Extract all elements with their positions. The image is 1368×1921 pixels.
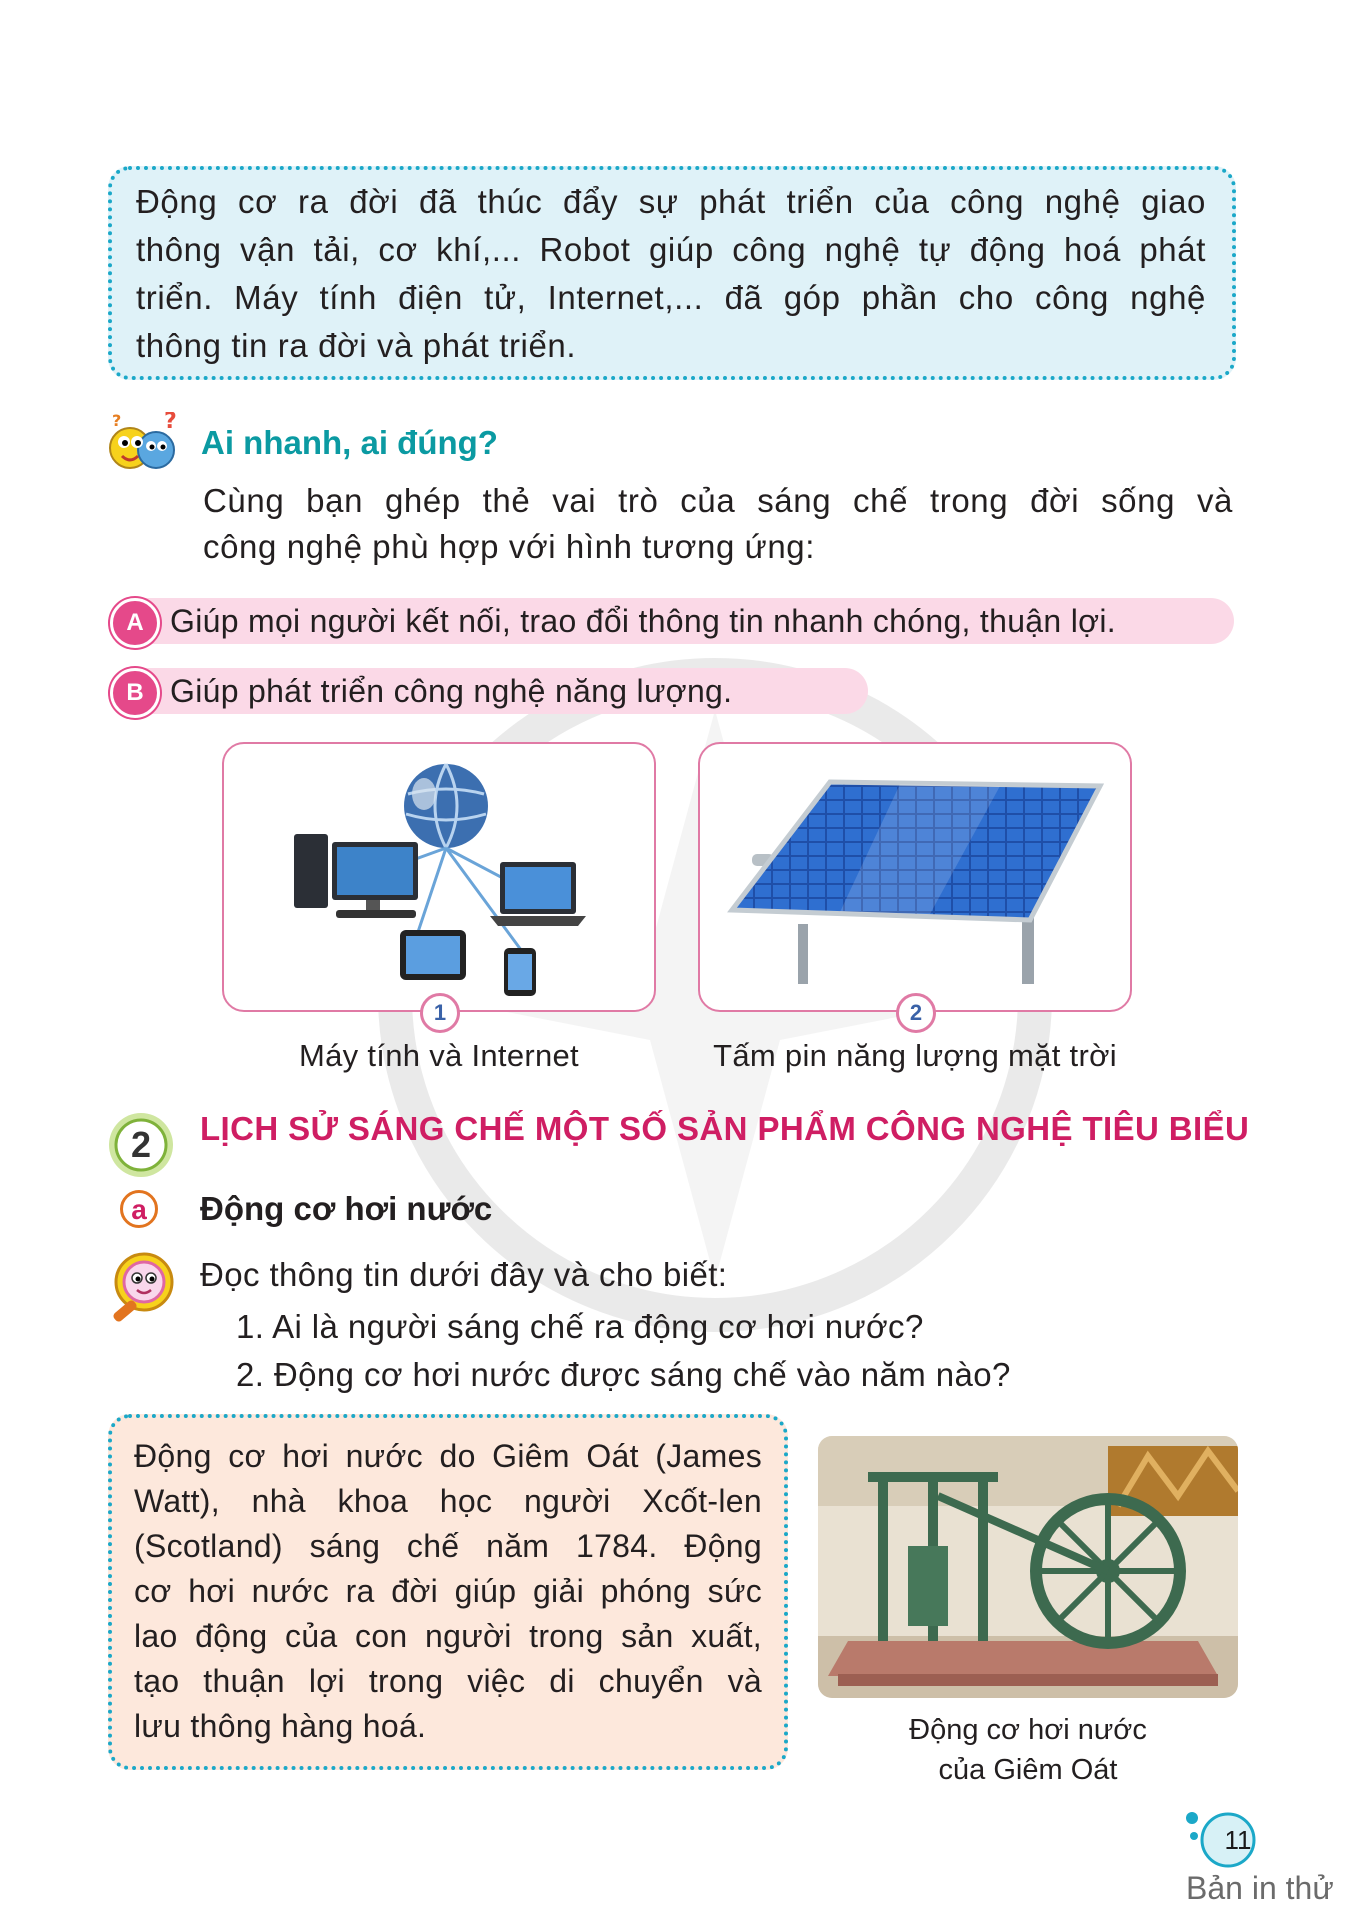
subsection-title: Động cơ hơi nước <box>200 1190 493 1227</box>
picture-1-number: 1 <box>420 993 460 1033</box>
picture-computers-internet <box>222 742 656 1012</box>
watt-line-3: (Scotland) sáng chế năm 1784. Động <box>134 1528 762 1564</box>
computer-network-illustration <box>224 744 654 1010</box>
summary-line-4: thông tin ra đời và phát triển. <box>136 327 577 364</box>
watt-line-6: tạo thuận lợi trong việc di chuyển và <box>134 1663 762 1699</box>
picture-2-number: 2 <box>896 993 936 1033</box>
page-number: 11 <box>1224 1825 1252 1855</box>
card-b-badge: B <box>110 668 160 718</box>
svg-text:?: ? <box>112 412 122 430</box>
section-title: LỊCH SỬ SÁNG CHẾ MỘT SỐ SẢN PHẨM CÔNG NGHỆ TIÊU BIỂU <box>200 1110 1250 1147</box>
picture-1-caption: Máy tính và Internet <box>299 1038 579 1073</box>
watt-line-1: Động cơ hơi nước do Giêm Oát (James <box>134 1438 762 1474</box>
draft-watermark-text: Bản in thử <box>1186 1870 1334 1906</box>
watt-line-4: cơ hơi nước ra đời giúp giải phóng sức <box>134 1573 762 1609</box>
activity-instruction-line-1: Cùng bạn ghép thẻ vai trò của sáng chế trong đời sống và <box>203 482 1233 519</box>
reading-question-1: 1. Ai là người sáng chế ra động cơ hơi nước? <box>236 1308 924 1345</box>
watt-line-5: lao động của con người trong sản xuất, <box>134 1618 762 1654</box>
quiz-characters-icon <box>104 412 184 476</box>
summary-line-2: thông vận tải, cơ khí,... Robot giúp công nghệ tự động hoá phát <box>136 231 1206 268</box>
card-b-text: Giúp phát triển công nghệ năng lượng. <box>170 673 733 709</box>
card-a-badge: A <box>110 598 160 648</box>
svg-text:?: ? <box>164 412 177 434</box>
reading-intro: Đọc thông tin dưới đây và cho biết: <box>200 1256 728 1293</box>
picture-solar-panel <box>698 742 1132 1012</box>
reading-question-2: 2. Động cơ hơi nước được sáng chế vào năm nào? <box>236 1356 1011 1393</box>
card-a-text: Giúp mọi người kết nối, trao đổi thông tin nhanh chóng, thuận lợi. <box>170 603 1116 639</box>
solar-panel-illustration <box>700 744 1130 1010</box>
watt-line-7: lưu thông hàng hoá. <box>134 1708 427 1744</box>
engine-photo-caption-line-1: Động cơ hơi nước <box>909 1714 1147 1746</box>
steam-engine-photo <box>818 1436 1238 1698</box>
summary-line-3: triển. Máy tính điện tử, Internet,... đã góp phần cho công nghệ <box>136 279 1206 316</box>
watt-line-2: Watt), nhà khoa học người Xcốt-len <box>134 1483 762 1519</box>
summary-line-1: Động cơ ra đời đã thúc đẩy sự phát triển của công nghệ giao <box>136 183 1206 220</box>
section-number: 2 <box>130 1124 152 1165</box>
picture-2-caption: Tấm pin năng lượng mặt trời <box>713 1038 1117 1073</box>
activity-instruction-line-2: công nghệ phù hợp với hình tương ứng: <box>203 528 816 565</box>
engine-photo-caption-line-2: của Giêm Oát <box>938 1754 1118 1786</box>
activity-title: Ai nhanh, ai đúng? <box>201 424 498 461</box>
magnifier-character-icon <box>104 1248 184 1328</box>
subsection-badge: a <box>120 1190 158 1228</box>
steam-engine-illustration <box>818 1436 1238 1698</box>
